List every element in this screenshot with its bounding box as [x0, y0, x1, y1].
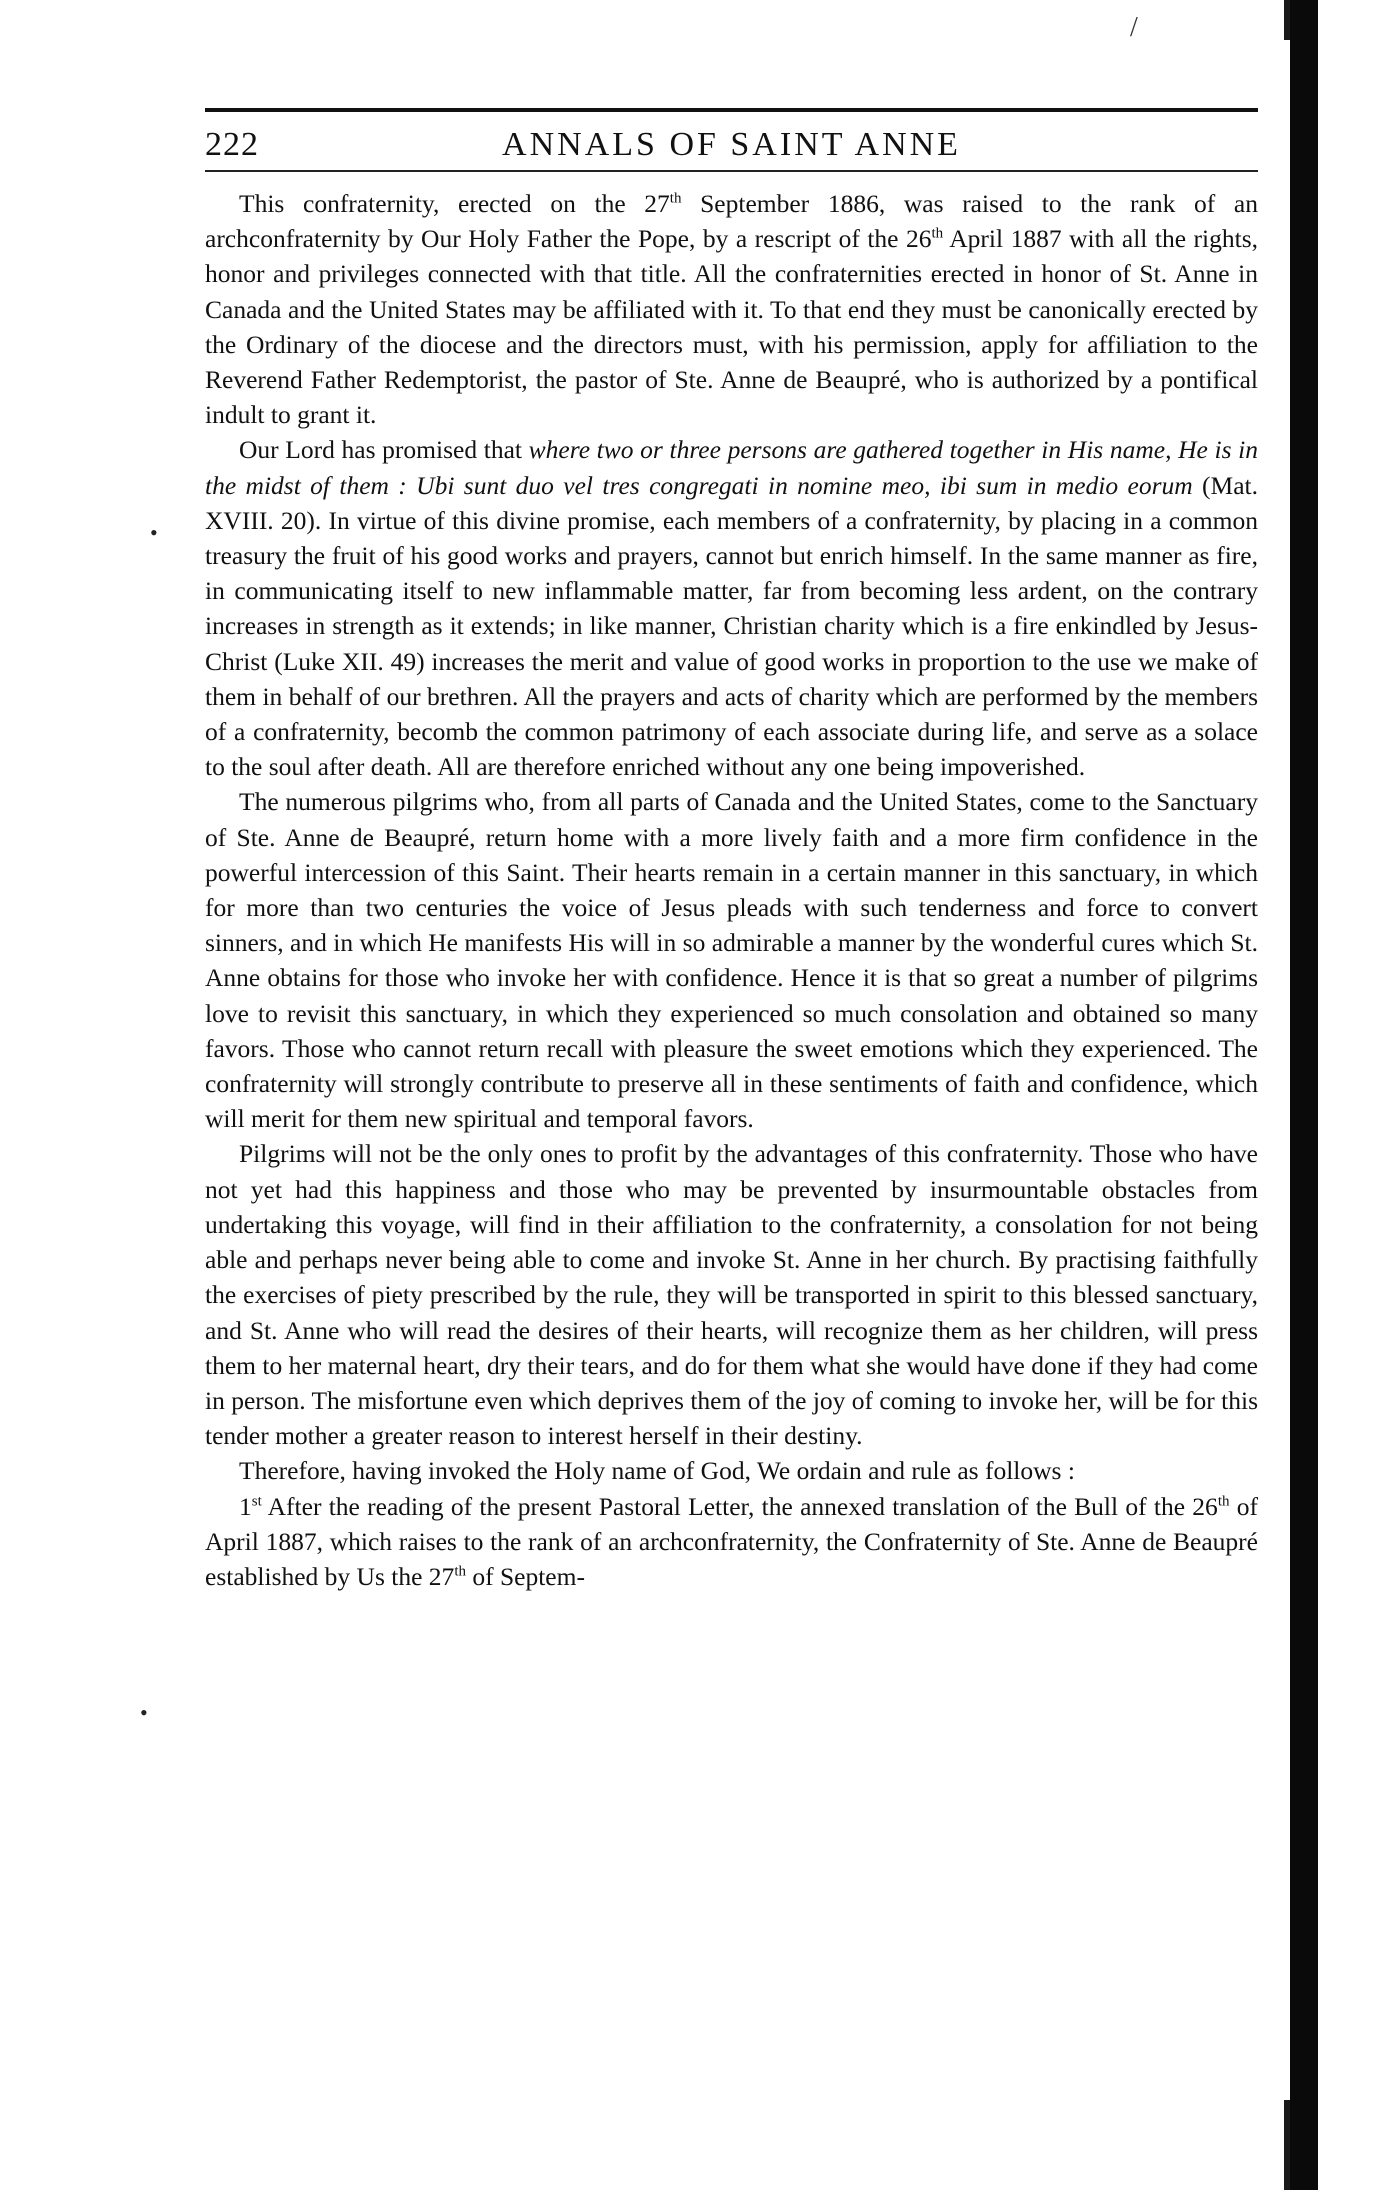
- running-title: ANNALS OF SAINT ANNE: [502, 126, 961, 163]
- margin-dot: •: [150, 520, 158, 545]
- paragraph: The numerous pilgrims who, from all parts of Canada and the United States, come to the Sanctuary of Ste. Anne de Beaupré, return home with a more lively faith and a more firm confidence in the powerful intercession of this Saint. Their hearts remain in a certain manner in this sanctuary, in which for more than two centuries the voice of Jesus pleads with such tenderness and force to convert sinners, and in which He manifests His will in so admirable a manner by the wonderful cures which St. Anne obtains for those who invoke her with confidence. Hence it is that so great a number of pilgrims love to revisit this sanctuary, in which they experienced so much consolation and obtained so many favors. Those who cannot return recall with pleasure the sweet emotions which they experienced. The confraternity will strongly contribute to preserve all in these sentiments of faith and confidence, which will merit for them new spiritual and temporal favors.: [205, 787, 1258, 1134]
- article-body: [205, 186, 1258, 1594]
- page-number: 222: [205, 126, 259, 163]
- stray-mark: /: [1130, 12, 1138, 43]
- header-rule: [205, 170, 1258, 172]
- scripture-quote: where two or three persons are gathered together in His name, He is in the midst of them : Ubi sunt duo vel tres congregati in nomine meo, ibi sum in medio eorum: [205, 435, 1259, 500]
- paragraph: This confraternity, erected on the 27th September 1886, was raised to the rank of an archconfraternity by Our Holy Father the Pope, by a rescript of the 26th April 1887 with all the rights, honor and privileges connected with that title. All the confraternities erected in honor of St. Anne in Canada and the United States may be affiliated with it. To that end they must be canonically erected by the Ordinary of the diocese and the directors must, with his permission, apply for affiliation to the Reverend Father Redemptorist, the pastor of Ste. Anne de Beaupré, who is authorized by a pontifical indult to grant it.: [205, 189, 1258, 430]
- paragraph: 1st After the reading of the present Pastoral Letter, the annexed translation of the Bull of the 26th of April 1887, which raises to the rank of an archconfraternity, the Confraternity of Ste. Anne de Beaupré established by Us the 27th of Septem-: [205, 1491, 1258, 1591]
- scan-edge-notch: [1284, 2100, 1290, 2190]
- paragraph: Our Lord has promised that where two or three persons are gathered together in His name, He is in the midst of them : Ubi sunt duo vel tres congregati in nomine meo, ibi sum in medio eorum (Mat. XVIII. 20). In virtue of this divine promise, each members of a confraternity, by placing in a common treasury the fruit of his good works and prayers, cannot but enrich himself. In the same manner as fire, in communicating itself to new inflammable matter, far from becoming less ardent, on the contrary increases in strength as it extends; in like manner, Christian charity which is a fire enkindled by Jesus-Christ (Luke XII. 49) increases the merit and value of good works in proportion to the use we make of them in behalf of our brethren. All the prayers and acts of charity which are performed by the members of a confraternity, becomb the common patrimony of each associate during life, and serve as a solace to the soul after death. All are therefore enriched without any one being impoverished.: [205, 435, 1259, 782]
- paragraph: Therefore, having invoked the Holy name of God, We ordain and rule as follows :: [239, 1456, 1075, 1486]
- margin-dot: •: [140, 1700, 148, 1725]
- paragraph: Pilgrims will not be the only ones to profit by the advantages of this confraternity. Those who have not yet had this happiness and those who may be prevented by insurmountable obstacles from undertaking this voyage, will find in their affiliation to the confraternity, a consolation for not being able and perhaps never being able to come and invoke St. Anne in her church. By practising faithfully the exercises of piety prescribed by the rule, they will be transported in spirit to this blessed sanctuary, and St. Anne who will read the desires of their hearts, will recognize them as her children, will press them to her maternal heart, dry their tears, and do for them what she would have done if they had come in person. The misfortune even which deprives them of the joy of coming to invoke her, will be for this tender mother a greater reason to interest herself in their destiny.: [205, 1139, 1258, 1451]
- scan-binding-edge: [1290, 0, 1318, 2190]
- page-header: [205, 108, 1258, 168]
- scan-edge-notch: [1284, 0, 1290, 40]
